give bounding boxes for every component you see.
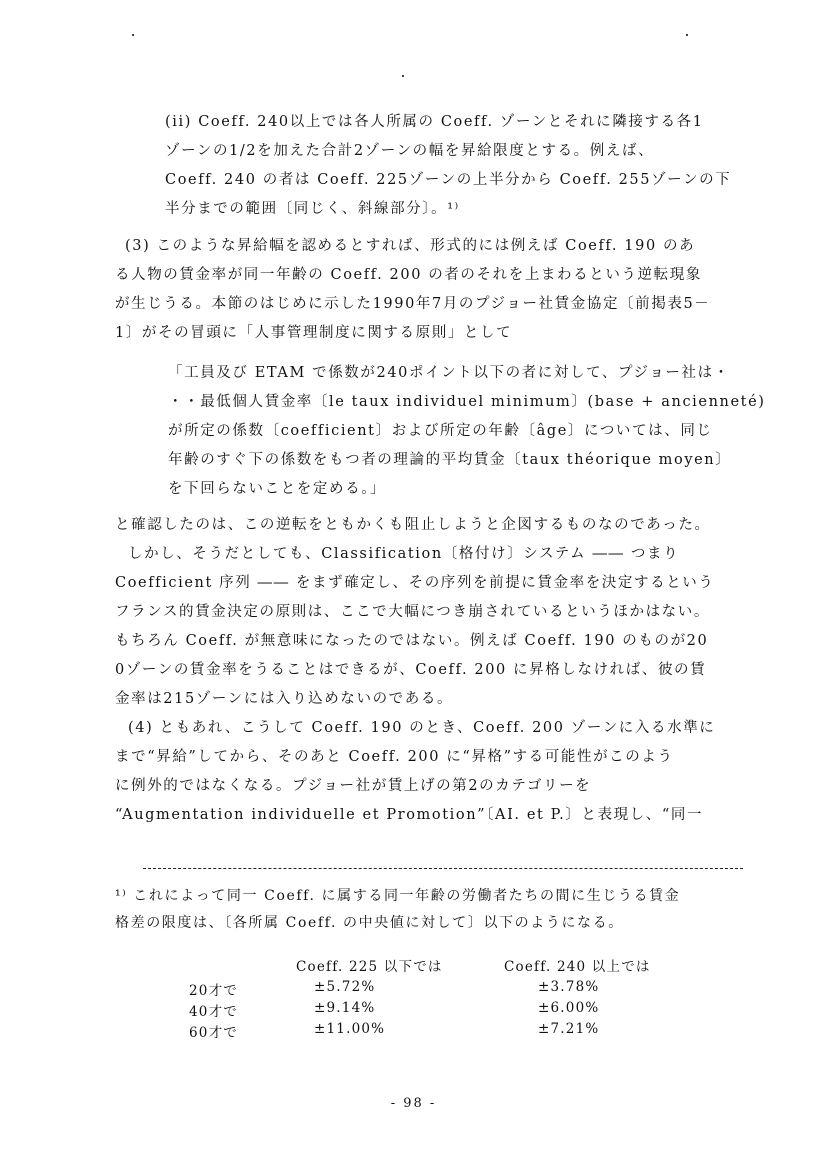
scan-mark: [132, 34, 134, 36]
table-row-age: 40才で: [189, 1004, 238, 1020]
body-line: フランス的賃金決定の原則は、ここで大幅につき崩されているというほかはない。: [115, 604, 710, 620]
body-line: まで“昇給”してから、そのあと Coeff. 200 に“昇格”する可能性がこのよう: [115, 749, 674, 765]
scan-mark: [686, 34, 688, 36]
quote-line: 年齢のすぐ下の係数をもつ者の理論的平均賃金〔taux théorique moyen〕: [168, 452, 732, 468]
table-row-age: 60才で: [189, 1025, 238, 1041]
scan-mark: [402, 75, 404, 77]
table-row-age: 20才で: [189, 983, 238, 999]
table-cell-high: ±3.78%: [538, 979, 600, 995]
quote-line: 「工員及び ETAM で係数が240ポイント以下の者に対して、プジョー社は・: [168, 365, 730, 381]
body-line: ゾーンの1/2を加えた合計2ゾーンの幅を昇給限度とする。例えば、: [165, 143, 655, 159]
body-line: Coefficient 序列 ―― をまず確定し、その序列を前提に賃金率を決定するという: [115, 575, 715, 591]
table-cell-high: ±7.21%: [538, 1021, 600, 1037]
body-line: る人物の賃金率が同一年齢の Coeff. 200 の者のそれを上まわるという逆転現象: [115, 267, 702, 283]
quote-line: を下回らないことを定める。」: [168, 481, 387, 497]
footnote-line: 格差の限度は、〔各所属 Coeff. の中央値に対して〕以下のようになる。: [115, 915, 624, 931]
table-cell-low: ±5.72%: [314, 979, 376, 995]
footnote-separator: [143, 868, 743, 869]
body-line: (3) このような昇給幅を認めるとすれば、形式的には例えば Coeff. 190 のあ: [125, 238, 696, 254]
body-line: が生じうる。本節のはじめに示した1990年7月のプジョー社賃金協定〔前掲表5－: [115, 296, 711, 312]
body-line: もちろん Coeff. が無意味になったのではない。例えば Coeff. 190 のものが20: [115, 633, 709, 649]
body-line: 1〕がその冒頭に「人事管理制度に関する原則」として: [115, 325, 513, 341]
table-cell-low: ±11.00%: [314, 1021, 386, 1037]
body-line: (4) ともあれ、こうして Coeff. 190 のとき、Coeff. 200 ゾーンに入る水準に: [128, 720, 716, 736]
body-line: 金率は215ゾーンには入り込めないのである。: [115, 691, 454, 707]
body-line: に例外的ではなくなる。プジョー社が賃上げの第2のカテゴリーを: [115, 778, 592, 794]
body-line: 0ゾーンの賃金率をうることはできるが、Coeff. 200 に昇格しなければ、彼の賃: [115, 662, 707, 678]
body-line: “Augmentation individuelle et Promotion”〔AI. et P.〕と表現し、“同一: [115, 807, 704, 823]
quote-line: が所定の係数〔coefficient〕および所定の年齢〔âge〕については、同じ: [168, 423, 713, 439]
body-line: と確認したのは、この逆転をともかくも阻止しようと企図するものなのであった。: [115, 517, 711, 533]
footnote-line: ¹⁾ これによって同一 Coeff. に属する同一年齢の労働者たちの間に生じうる賃金: [115, 888, 681, 904]
body-line: (ii) Coeff. 240以上では各人所属の Coeff. ゾーンとそれに隣接する各1: [165, 114, 704, 130]
table-cell-high: ±6.00%: [538, 1000, 600, 1016]
body-line: しかし、そうだとしても、Classification〔格付け〕システム ―― つまり: [128, 546, 680, 562]
table-cell-low: ±9.14%: [314, 1000, 376, 1016]
body-line: 半分までの範囲〔同じく、斜線部分〕。¹⁾: [165, 201, 460, 217]
table-header-high: Coeff. 240 以上では: [504, 959, 651, 975]
quote-line: ・・最低個人賃金率〔le taux individuel minimum〕(base + ancienneté): [168, 394, 766, 410]
table-header-low: Coeff. 225 以下では: [296, 959, 443, 975]
body-line: Coeff. 240 の者は Coeff. 225ゾーンの上半分から Coeff. 255ゾーンの下: [165, 172, 732, 188]
page-number: - 98 -: [390, 1096, 437, 1111]
